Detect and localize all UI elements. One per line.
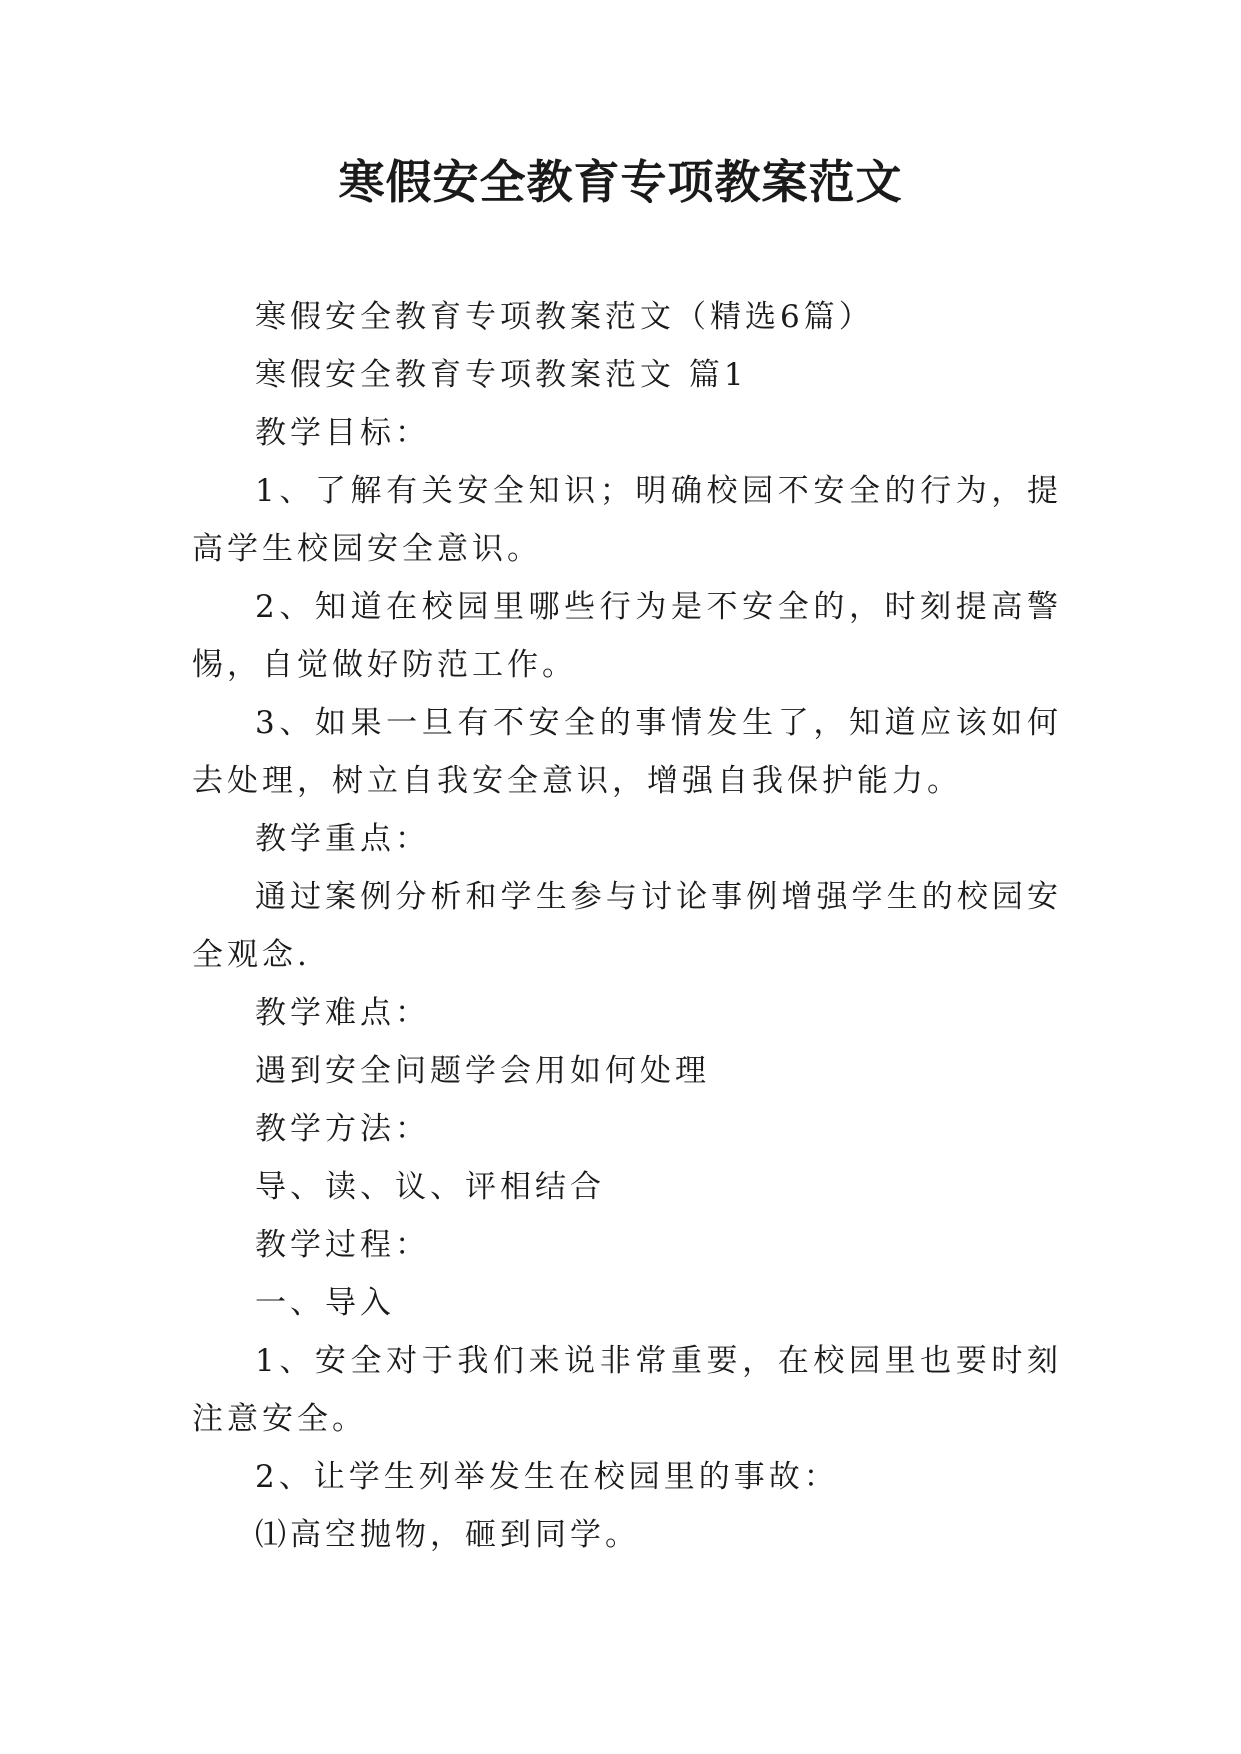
paragraph: 3、如果一旦有不安全的事情发生了，知道应该如何去处理，树立自我安全意识，增强自我保护能力。 (192, 705, 1062, 799)
paragraph: ⑴高空抛物，砸到同学。 (255, 1517, 640, 1553)
paragraph: 2、让学生列举发生在校园里的事故： (255, 1459, 839, 1495)
paragraph: 2、知道在校园里哪些行为是不安全的，时刻提高警惕，自觉做好防范工作。 (192, 589, 1062, 683)
paragraph: 导、读、议、评相结合 (255, 1169, 605, 1205)
paragraph: 1、了解有关安全知识；明确校园不安全的行为，提高学生校园安全意识。 (192, 473, 1062, 567)
paragraph: 通过案例分析和学生参与讨论事例增强学生的校园安全观念. (192, 879, 1062, 973)
paragraph: 一、导入 (255, 1285, 395, 1321)
paragraph: 教学难点： (255, 995, 430, 1031)
paragraph: 教学目标： (255, 415, 430, 451)
paragraph: 寒假安全教育专项教案范文 篇1 (255, 357, 748, 393)
document-body (192, 288, 1062, 1564)
paragraph: 教学重点： (255, 821, 430, 857)
paragraph: 教学方法： (255, 1111, 430, 1147)
paragraph: 遇到安全问题学会用如何处理 (255, 1053, 710, 1089)
paragraph: 1、安全对于我们来说非常重要，在校园里也要时刻注意安全。 (192, 1343, 1062, 1437)
paragraph: 教学过程： (255, 1227, 430, 1263)
page-title: 寒假安全教育专项教案范文 (338, 155, 903, 209)
paragraph: 寒假安全教育专项教案范文（精选6篇） (255, 299, 874, 335)
